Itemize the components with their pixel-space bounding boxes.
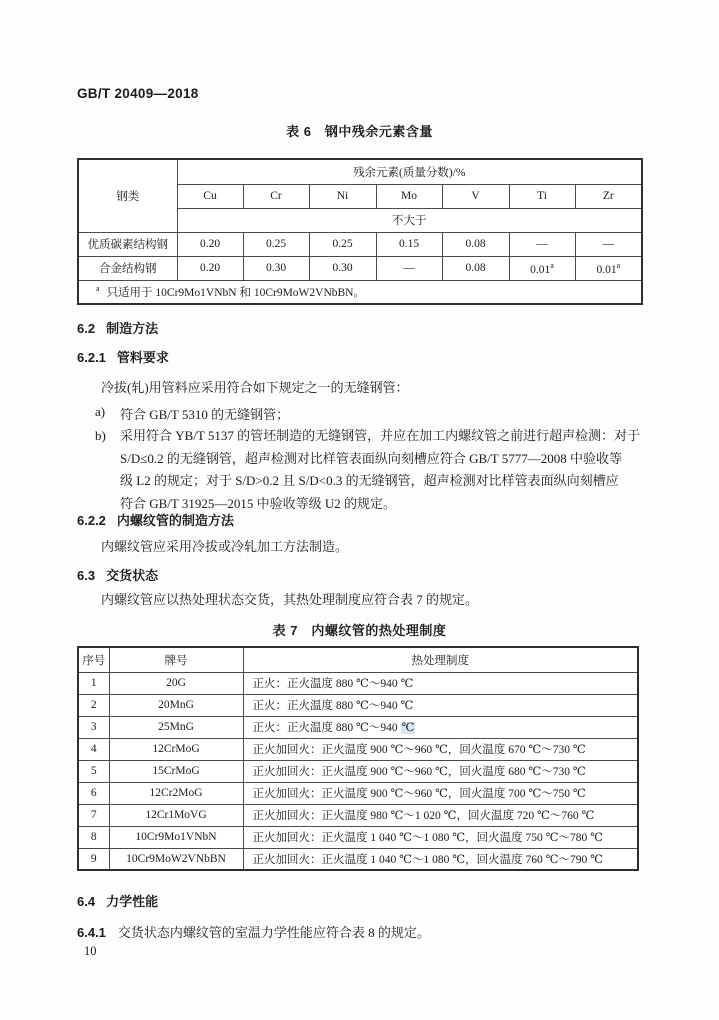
table6-group-header-row: [78, 159, 642, 184]
clause-6-4-1: [77, 922, 430, 942]
value-cell: —: [575, 232, 642, 256]
row-index: 7: [78, 804, 109, 826]
paragraph-6-2-2: 内螺纹管应采用冷拔或冷轧加工方法制造。: [101, 539, 349, 554]
highlight-artifact: ℃: [401, 722, 415, 734]
table7-heat-treatment: [77, 646, 639, 871]
section-heading-6-2-1: [77, 347, 169, 366]
section-title: 管料要求: [116, 350, 169, 365]
row-index: 3: [78, 716, 109, 738]
treatment: [243, 716, 638, 738]
table-row: [78, 738, 638, 760]
value: 0.01: [596, 263, 617, 276]
table6-footnote: [78, 280, 642, 304]
section-number: 6.3: [77, 568, 96, 583]
section-title: 制造方法: [106, 321, 159, 336]
clause-number: 6.4.1: [77, 925, 106, 940]
treatment: 正火加回火：正火温度 980 ℃～1 020 ℃，回火温度 720 ℃～760 ℃: [243, 804, 638, 826]
table6-footnote-row: [78, 280, 642, 304]
section-heading-6-2-2: [77, 510, 234, 529]
grade: 12CrMoG: [109, 738, 243, 760]
footnote-marker: a: [616, 260, 621, 270]
table6-residual-elements: [77, 158, 643, 305]
section-number: 6.2: [77, 321, 96, 336]
row-index: 6: [78, 782, 109, 804]
list-item-a: [95, 404, 640, 423]
row-index: 2: [78, 694, 109, 716]
table-row: [78, 848, 638, 870]
treatment: 正火加回火：正火温度 900 ℃～960 ℃，回火温度 680 ℃～730 ℃: [243, 760, 638, 782]
value-cell: 0.25: [309, 232, 376, 256]
grade: 10Cr9MoW2VNbBN: [109, 848, 243, 870]
line: S/D≤0.2 的无缝钢管，超声检测对比样管表面纵向刻槽应符合 GB/T 5777—2008 中验收等: [120, 450, 622, 466]
footnote-text: 只适用于 10Cr9Mo1VNbN 和 10Cr9MoW2VNbBN。: [106, 286, 365, 299]
treatment: 正火：正火温度 880 ℃～940 ℃: [243, 694, 638, 716]
value-cell: 0.20: [177, 256, 243, 280]
line: 符合 GB/T 31925—2015 中验收等级 U2 的规定。: [120, 495, 397, 511]
value-cell: 0.30: [243, 256, 309, 280]
table7-caption: 表 7 内螺纹管的热处理制度: [272, 623, 447, 638]
table-row: [78, 672, 638, 694]
table6-caption: 表 6 钢中残余元素含量: [286, 124, 433, 139]
row-index: 9: [78, 848, 109, 870]
section-heading-6-4: [77, 891, 158, 910]
section-number: 6.2.1: [77, 350, 106, 365]
list-label: b): [95, 428, 106, 443]
footnote-marker: a: [550, 260, 554, 270]
grade: 12Cr2MoG: [109, 782, 243, 804]
section-title: 内螺纹管的制造方法: [116, 513, 234, 528]
standard-number: GB/T 20409—2018: [77, 86, 199, 101]
table6-limit-label: 不大于: [177, 208, 642, 232]
section-number: 6.2.2: [77, 513, 106, 528]
col-header-v: V: [442, 184, 509, 208]
list-label: a): [95, 404, 106, 419]
page-number: 10: [84, 944, 97, 958]
line: 采用符合 YB/T 5137 的管坯制造的无缝钢管，并应在加工内螺纹管之前进行超声检测：对于: [120, 428, 641, 443]
table6-group-header: 残余元素(质量分数)/%: [177, 159, 642, 184]
value-cell: 0.25: [243, 232, 309, 256]
value-cell: 0.15: [376, 232, 442, 256]
value-cell: —: [376, 256, 442, 280]
value-cell-with-footnote: [509, 256, 575, 280]
col-header-zr: Zr: [575, 184, 642, 208]
list-text: 符合 GB/T 5310 的无缝钢管；: [120, 407, 290, 422]
col-header-treatment: 热处理制度: [243, 647, 638, 672]
clause-text: 交货状态内螺纹管的室温力学性能应符合表 8 的规定。: [117, 925, 430, 940]
value-cell: 0.08: [442, 256, 509, 280]
treatment: 正火加回火：正火温度 900 ℃～960 ℃，回火温度 700 ℃～750 ℃: [243, 782, 638, 804]
section-heading-6-2: [77, 318, 158, 337]
treatment-text: 正火：正火温度 880 ℃～940: [252, 722, 401, 734]
section-heading-6-3: [77, 565, 158, 584]
table6-stub-header: 钢类: [78, 159, 177, 232]
table-row: [78, 826, 638, 848]
row-index: 1: [78, 672, 109, 694]
paragraph-6-3: 内螺纹管应以热处理状态交货，其热处理制度应符合表 7 的规定。: [101, 592, 479, 607]
row-index: 8: [78, 826, 109, 848]
col-header-ti: Ti: [509, 184, 575, 208]
col-header-mo: Mo: [376, 184, 442, 208]
value-cell-with-footnote: [575, 256, 642, 280]
col-header-ni: Ni: [309, 184, 376, 208]
col-header-cr: Cr: [243, 184, 309, 208]
treatment: 正火加回火：正火温度 900 ℃～960 ℃，回火温度 670 ℃～730 ℃: [243, 738, 638, 760]
paragraph-intro: 冷拔(轧)用管料应采用符合如下规定之一的无缝钢管：: [101, 380, 409, 395]
grade: 10Cr9Mo1VNbN: [109, 826, 243, 848]
table7-header-row: [78, 647, 638, 672]
footnote-marker: a: [96, 283, 100, 293]
section-title: 力学性能: [106, 894, 159, 909]
table-row: [78, 256, 642, 280]
list-item-b: [95, 425, 643, 515]
row-index: 4: [78, 738, 109, 760]
col-header-index: 序号: [78, 647, 109, 672]
line: 级 L2 的规定；对于 S/D>0.2 且 S/D<0.3 的无缝钢管，超声检测对比样管表面纵向刻槽应: [120, 473, 619, 489]
steel-class: 优质碳素结构钢: [78, 232, 177, 256]
list-text: [120, 425, 640, 515]
row-index: 5: [78, 760, 109, 782]
col-header-cu: Cu: [177, 184, 243, 208]
section-number: 6.4: [77, 894, 96, 909]
table-row: [78, 716, 638, 738]
grade: 20MnG: [109, 694, 243, 716]
table-row: [78, 782, 638, 804]
grade: 12Cr1MoVG: [109, 804, 243, 826]
grade: 20G: [109, 672, 243, 694]
steel-class: 合金结构钢: [78, 256, 177, 280]
value-cell: 0.30: [309, 256, 376, 280]
value-cell: 0.20: [177, 232, 243, 256]
table-row: [78, 760, 638, 782]
table-row: [78, 804, 638, 826]
treatment: 正火加回火：正火温度 1 040 ℃～1 080 ℃，回火温度 750 ℃～780 ℃: [243, 826, 638, 848]
treatment: 正火加回火：正火温度 1 040 ℃～1 080 ℃，回火温度 760 ℃～790 ℃: [243, 848, 638, 870]
value-cell: —: [509, 232, 575, 256]
grade: 15CrMoG: [109, 760, 243, 782]
section-title: 交货状态: [106, 568, 159, 583]
grade: 25MnG: [109, 716, 243, 738]
value: 0.01: [530, 263, 551, 276]
table-row: [78, 232, 642, 256]
table-row: [78, 694, 638, 716]
col-header-grade: 牌号: [109, 647, 243, 672]
value-cell: 0.08: [442, 232, 509, 256]
treatment: 正火：正火温度 880 ℃～940 ℃: [243, 672, 638, 694]
